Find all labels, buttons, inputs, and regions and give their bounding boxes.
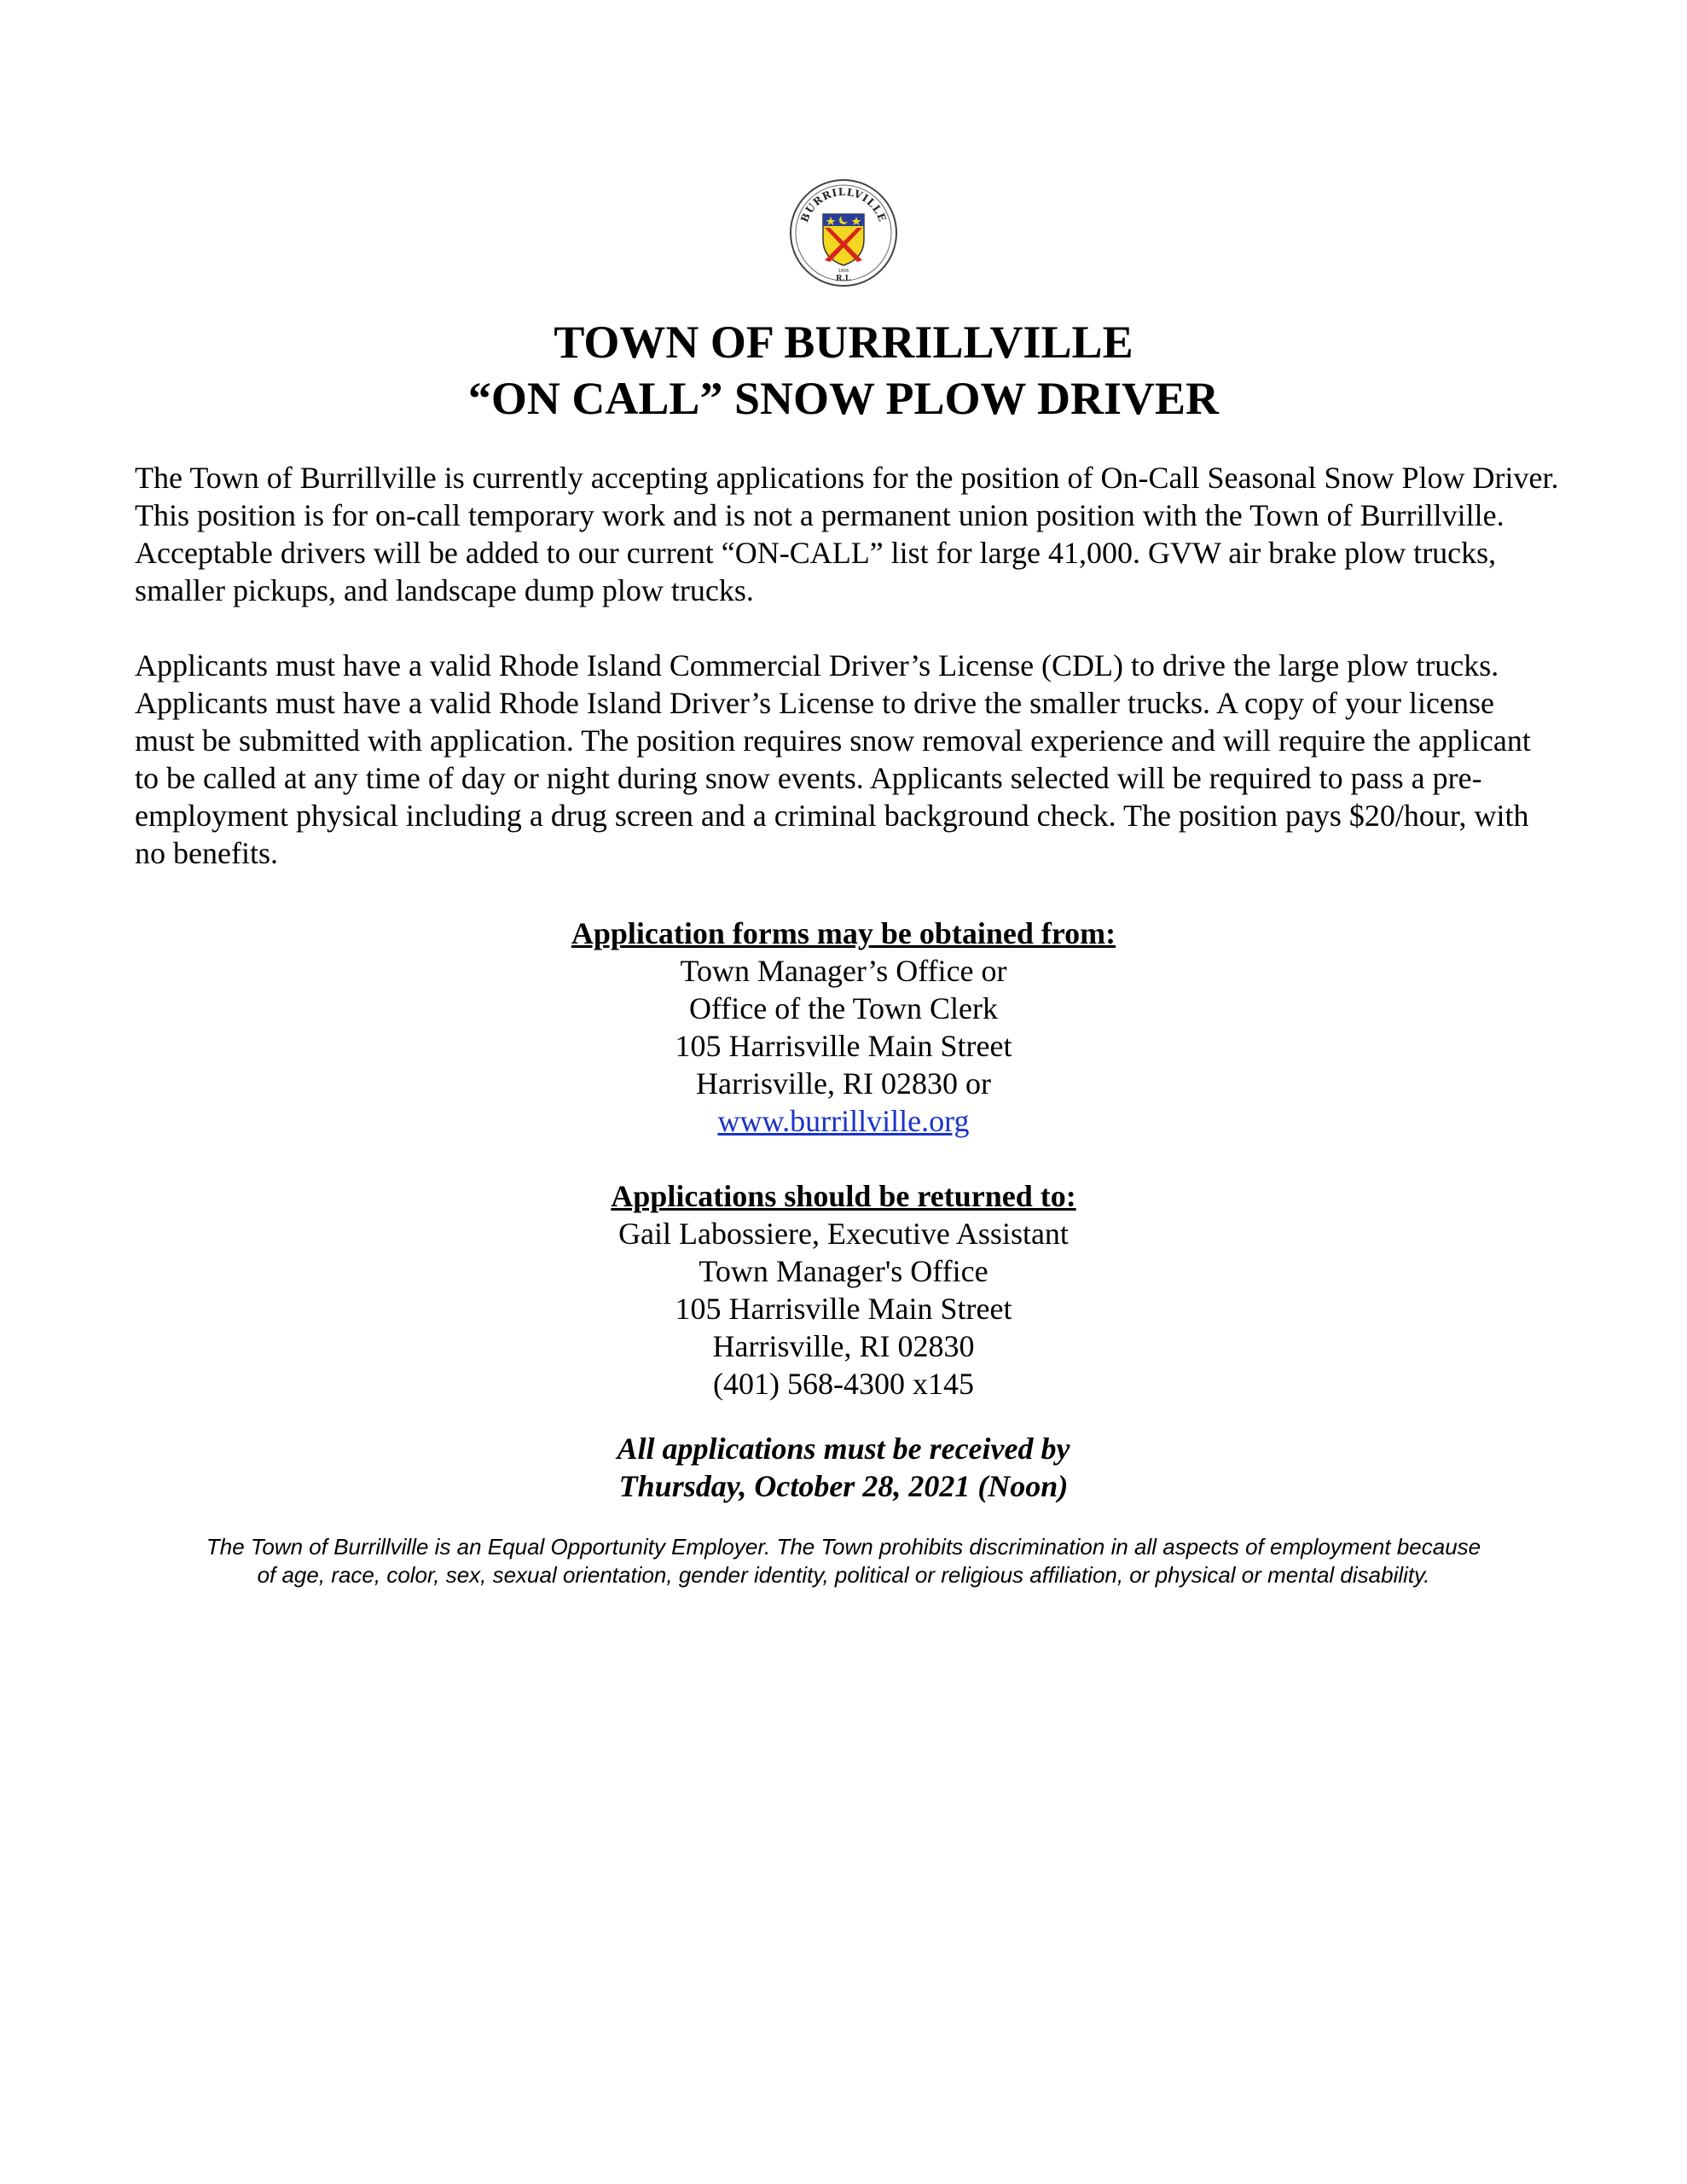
title-line-2: “ON CALL” SNOW PLOW DRIVER bbox=[467, 373, 1220, 424]
town-seal-logo bbox=[787, 177, 900, 289]
obtain-line-4: Harrisville, RI 02830 or bbox=[696, 1066, 991, 1101]
return-line-3: 105 Harrisville Main Street bbox=[675, 1292, 1012, 1326]
obtain-line-3: 105 Harrisville Main Street bbox=[675, 1029, 1012, 1063]
obtain-forms-section bbox=[0, 915, 1687, 1140]
return-applications-section bbox=[0, 1177, 1687, 1403]
intro-paragraph: The Town of Burrillville is currently accepting applications for the position of On-Call Seasonal Snow Plow Driver. This position is for on-call temporary work and is not a permanent union position with the Town of Burrillville. Acceptable drivers will be added to our current “ON-CALL” list for large 41,000. GVW air brake plow trucks, smaller pickups, and landscape dump plow trucks. bbox=[135, 461, 1559, 607]
return-phone: (401) 568-4300 x145 bbox=[713, 1367, 974, 1401]
return-line-1: Gail Labossiere, Executive Assistant bbox=[618, 1217, 1069, 1251]
return-heading: Applications should be returned to: bbox=[611, 1179, 1076, 1213]
document-title bbox=[0, 314, 1687, 427]
eeo-line-2: of age, race, color, sex, sexual orientation, gender identity, political or religious affiliation, or physical or mental disability. bbox=[257, 1562, 1430, 1588]
obtain-heading: Application forms may be obtained from: bbox=[571, 916, 1116, 950]
seal-top-text: BURRILLVILLE bbox=[798, 185, 889, 224]
title-line-1: TOWN OF BURRILLVILLE bbox=[554, 317, 1133, 368]
requirements-paragraph: Applicants must have a valid Rhode Island Commercial Driver’s License (CDL) to drive the large plow trucks. Applicants must have a valid Rhode Island Driver’s License to drive the smaller trucks. A copy of your license must be submitted with application. The position requires snow removal experience and will require the applicant to be called at any time of day or night during snow events. Applicants selected will be required to pass a pre-employment physical including a drug screen and a criminal background check. The position pays $20/hour, with no benefits. bbox=[135, 648, 1531, 870]
return-line-2: Town Manager's Office bbox=[699, 1254, 988, 1288]
return-line-4: Harrisville, RI 02830 bbox=[712, 1329, 975, 1363]
obtain-line-1: Town Manager’s Office or bbox=[680, 954, 1007, 988]
deadline-line-2: Thursday, October 28, 2021 (Noon) bbox=[618, 1469, 1069, 1503]
deadline-notice bbox=[0, 1430, 1687, 1505]
eeo-line-1: The Town of Burrillville is an Equal Opportunity Employer. The Town prohibits discrimination in all aspects of employment because bbox=[206, 1534, 1481, 1560]
obtain-line-2: Office of the Town Clerk bbox=[688, 991, 999, 1025]
deadline-line-1: All applications must be received by bbox=[617, 1432, 1070, 1466]
seal-bottom-text: R.I. bbox=[836, 275, 851, 283]
equal-opportunity-statement bbox=[119, 1533, 1568, 1589]
website-link[interactable]: www.burrillville.org bbox=[717, 1104, 970, 1138]
seal-year: 1806 bbox=[838, 269, 849, 274]
